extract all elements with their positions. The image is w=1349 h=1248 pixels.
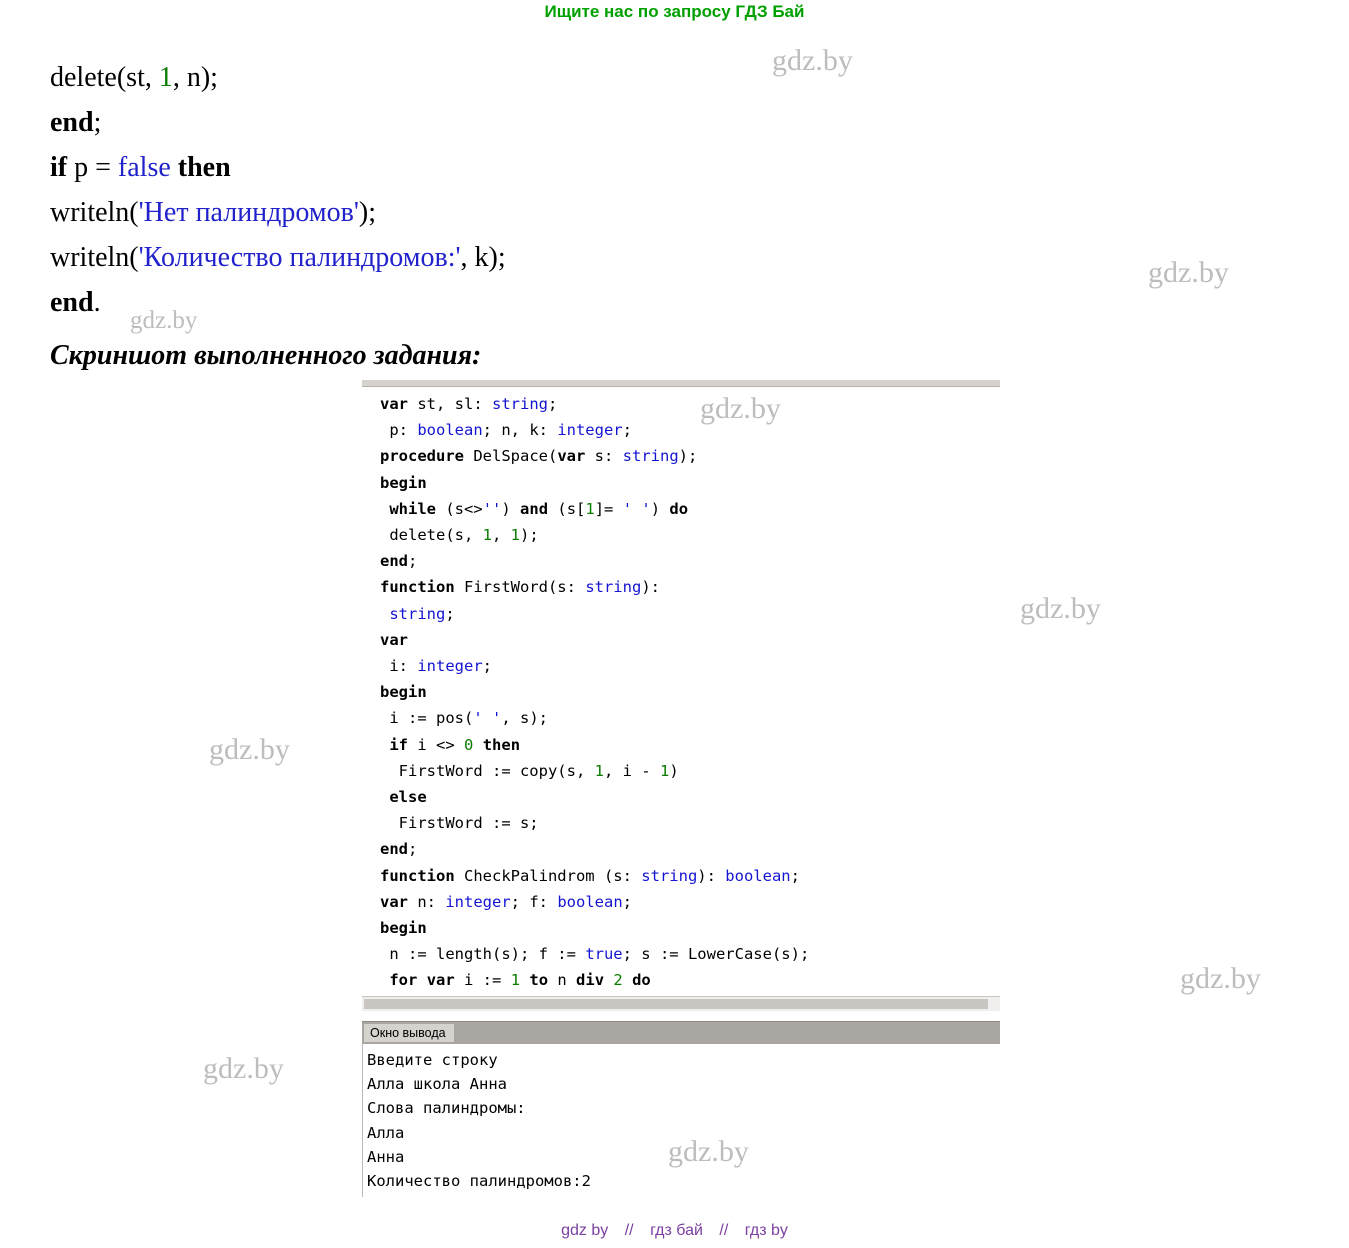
output-line: Количество палиндромов:2	[367, 1172, 591, 1191]
watermark: gdz.by	[1020, 592, 1101, 625]
code-token: ;	[790, 866, 800, 885]
code-token: procedure	[380, 447, 464, 466]
code-line	[380, 653, 1000, 679]
watermark: gdz.by	[209, 733, 290, 766]
code-token: 1	[510, 526, 521, 545]
code-keyword: end	[50, 287, 94, 318]
code-token: end	[380, 552, 408, 571]
code-token: function	[380, 578, 455, 597]
output-panel-header	[362, 1021, 1000, 1044]
ide-code-editor[interactable]	[362, 387, 1000, 996]
code-token: p:	[380, 421, 418, 440]
footer-separator-1: //	[624, 1222, 634, 1239]
code-token: div	[576, 971, 605, 990]
code-line	[380, 679, 1000, 705]
code-line	[380, 705, 1000, 731]
code-line	[50, 280, 506, 325]
code-text	[171, 152, 178, 183]
code-token: boolean	[417, 421, 483, 440]
panel-gap	[362, 1011, 1000, 1021]
code-token: ;	[408, 552, 418, 571]
code-token: 1	[585, 499, 595, 518]
code-token	[380, 971, 389, 989]
code-token: and	[520, 499, 549, 518]
code-token: boolean	[557, 892, 623, 911]
code-line	[380, 470, 1000, 496]
code-token: n := length(s); f :=	[380, 945, 586, 964]
code-token: integer	[417, 657, 483, 676]
code-token: var	[557, 447, 586, 466]
code-token: i :=	[454, 971, 511, 990]
code-token: 1	[594, 761, 604, 780]
output-line: Введите строку	[367, 1050, 498, 1069]
code-line	[50, 235, 506, 280]
code-token: FirstWord := copy(s,	[380, 761, 595, 780]
code-line	[380, 574, 1000, 600]
code-text: writeln(	[50, 197, 139, 228]
footer-item-2[interactable]: гдз бай	[650, 1222, 703, 1239]
code-token: end	[380, 840, 408, 859]
code-token: boolean	[725, 866, 791, 885]
code-token: to	[529, 971, 549, 990]
watermark: gdz.by	[772, 44, 853, 77]
code-token: 1	[659, 761, 670, 780]
code-line	[50, 145, 506, 190]
code-token: true	[585, 945, 623, 964]
code-token: string	[492, 395, 548, 413]
code-token: ;	[408, 840, 418, 859]
code-token	[520, 971, 529, 989]
code-token: begin	[380, 473, 427, 492]
code-token: ;	[445, 604, 455, 623]
code-token: var	[380, 892, 408, 911]
code-token: string	[585, 578, 642, 597]
code-token: for	[389, 971, 418, 990]
footer-separator-2: //	[719, 1222, 729, 1239]
code-token: ; s := LowerCase(s);	[622, 945, 810, 964]
code-token: string	[389, 604, 446, 623]
code-token: n	[548, 971, 577, 990]
code-line	[380, 810, 1000, 836]
code-token: ;	[622, 421, 632, 440]
section-heading: Скриншот выполненного задания:	[50, 340, 482, 371]
code-token: integer	[557, 421, 623, 440]
code-token	[380, 736, 389, 754]
code-token: ,	[492, 526, 511, 545]
code-token: );	[678, 447, 698, 466]
ide-screenshot	[362, 380, 1000, 1197]
code-token: 1	[482, 526, 492, 545]
code-token: ;	[482, 657, 492, 676]
code-token: ):	[641, 578, 660, 597]
code-text: delete(st,	[50, 62, 159, 93]
scrollbar-thumb[interactable]	[364, 999, 988, 1009]
code-line	[380, 915, 1000, 941]
output-line: Алла	[367, 1123, 405, 1142]
code-keyword: if	[50, 152, 68, 183]
code-token: string	[641, 866, 698, 885]
code-token: ]=	[594, 499, 623, 518]
code-token: FirstWord := s;	[380, 814, 539, 833]
code-token: ):	[697, 866, 726, 885]
code-token: while	[389, 499, 437, 518]
code-token: delete(s,	[380, 526, 483, 545]
code-token: ' '	[473, 709, 502, 728]
code-token	[604, 971, 613, 989]
code-token	[380, 605, 389, 623]
code-string: 'Нет палиндромов'	[138, 197, 359, 228]
code-line	[380, 627, 1000, 653]
code-token: )	[650, 499, 670, 518]
code-token: );	[520, 526, 539, 545]
code-line	[380, 836, 1000, 862]
code-token: FirstWord(s:	[454, 578, 586, 597]
watermark: gdz.by	[203, 1052, 284, 1085]
code-token	[380, 788, 389, 806]
horizontal-scrollbar[interactable]	[362, 996, 1000, 1011]
code-token: ''	[482, 499, 502, 518]
code-token	[623, 971, 632, 989]
watermark: gdz.by	[1148, 256, 1229, 289]
code-token: ;	[622, 892, 632, 911]
code-token: function	[380, 866, 455, 885]
code-token: var	[380, 630, 408, 649]
code-token	[417, 971, 426, 989]
code-token: var	[380, 395, 408, 413]
code-line	[380, 391, 1000, 417]
code-token: i := pos(	[380, 709, 474, 728]
output-line: Алла школа Анна	[367, 1074, 507, 1093]
code-line	[380, 417, 1000, 443]
code-line	[380, 732, 1000, 758]
code-line	[380, 601, 1000, 627]
code-token: 0	[464, 735, 474, 754]
code-token: then	[482, 735, 521, 754]
code-line	[380, 889, 1000, 915]
code-line	[50, 190, 506, 235]
output-panel-content	[362, 1044, 1000, 1198]
code-line	[380, 443, 1000, 469]
code-literal: false	[117, 152, 171, 183]
code-token: )	[501, 499, 521, 518]
code-number: 1	[158, 62, 173, 93]
watermark: gdz.by	[130, 307, 198, 334]
code-token: if	[389, 735, 409, 754]
code-text: , k);	[460, 242, 506, 273]
code-token: n:	[408, 892, 446, 911]
code-line	[380, 496, 1000, 522]
code-token: else	[389, 788, 427, 807]
code-token: (s[	[548, 499, 586, 518]
code-token: var	[426, 971, 455, 990]
code-line	[380, 967, 1000, 993]
code-text: .	[93, 287, 101, 318]
code-token: begin	[380, 683, 427, 702]
site-promo-banner: Ищите нас по запросу ГДЗ Бай	[544, 2, 805, 21]
code-line	[380, 863, 1000, 889]
code-token: do	[669, 499, 689, 518]
code-token: string	[622, 447, 679, 466]
code-token: begin	[380, 919, 427, 938]
output-panel-tab[interactable]: Окно вывода	[364, 1024, 454, 1042]
code-token: (s<>	[436, 499, 483, 518]
watermark: gdz.by	[668, 1135, 749, 1168]
code-token: s:	[585, 447, 623, 466]
code-token: integer	[445, 892, 511, 911]
code-token	[380, 500, 389, 518]
output-line: Слова палиндромы:	[367, 1099, 526, 1118]
code-token: 1	[510, 971, 521, 990]
footer-item-1[interactable]: gdz by	[561, 1222, 609, 1239]
output-line: Анна	[367, 1147, 405, 1166]
code-line	[380, 758, 1000, 784]
code-text: );	[358, 197, 376, 228]
pascal-code-listing	[50, 55, 506, 325]
code-token: 2	[613, 971, 623, 990]
code-token: i <>	[408, 735, 465, 754]
code-keyword: then	[177, 152, 231, 183]
watermark: gdz.by	[700, 392, 781, 425]
code-token: )	[669, 761, 679, 780]
watermark: gdz.by	[1180, 962, 1261, 995]
code-text: ;	[93, 107, 102, 138]
code-token: DelSpace(	[464, 447, 558, 466]
code-token: CheckPalindrom (s:	[454, 866, 642, 885]
code-token: st, sl:	[408, 395, 492, 413]
code-string: 'Количество палиндромов:'	[138, 242, 461, 273]
code-line	[380, 784, 1000, 810]
code-token: ;	[548, 395, 558, 413]
code-line	[380, 941, 1000, 967]
code-token: ; n, k:	[482, 421, 558, 440]
code-text: , n);	[172, 62, 218, 93]
code-text: writeln(	[50, 242, 139, 273]
code-token: do	[632, 971, 651, 990]
code-line	[380, 548, 1000, 574]
code-token: i:	[380, 657, 418, 676]
code-token: ; f:	[510, 892, 558, 911]
code-token: ' '	[622, 499, 651, 518]
code-line	[380, 522, 1000, 548]
footer-links	[0, 1222, 1349, 1240]
code-line	[50, 100, 506, 145]
code-token: , s);	[501, 709, 548, 728]
code-token: , i -	[603, 761, 660, 780]
code-token	[473, 736, 482, 754]
ide-toolbar	[362, 380, 1000, 387]
code-text: p =	[67, 152, 118, 183]
code-line	[50, 55, 506, 100]
code-keyword: end	[50, 107, 94, 138]
footer-item-3[interactable]: гдз by	[744, 1222, 788, 1239]
